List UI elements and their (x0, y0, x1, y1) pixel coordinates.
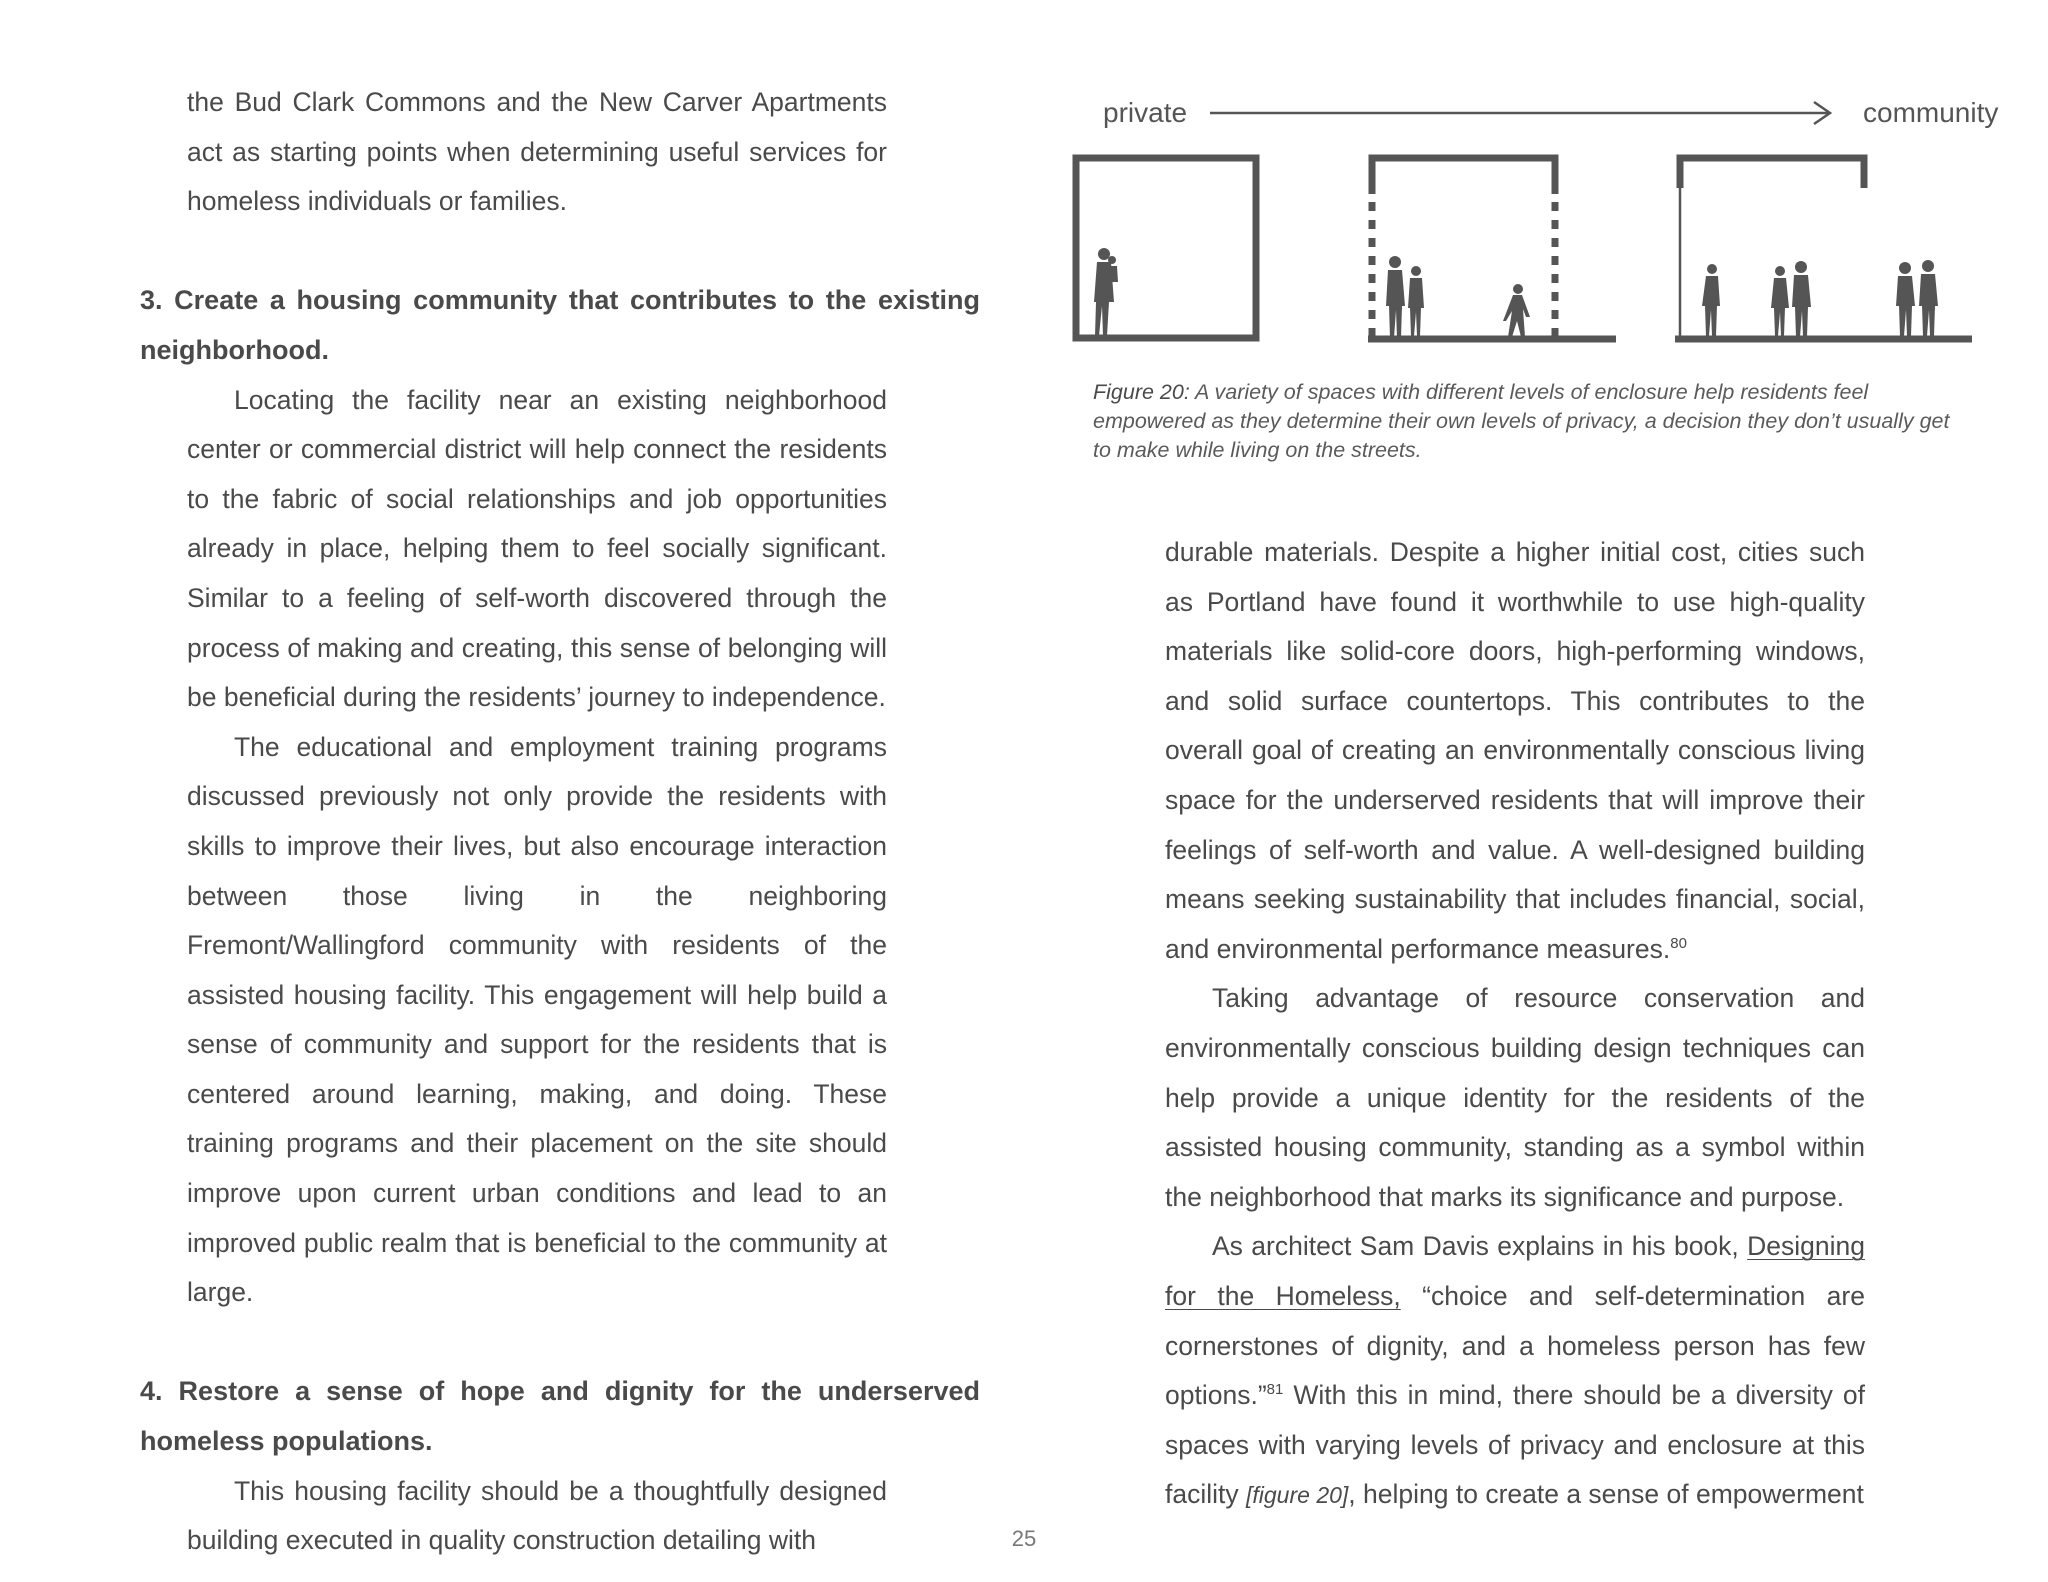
left-column (140, 78, 990, 1566)
book-title: Designing for the Homeless, (1165, 1231, 1865, 1311)
footnote-ref: 80 (1670, 934, 1687, 952)
paragraph: As architect Sam Davis explains in his book, Designing for the Homeless, “choice and self-determination are cornerstones of dignity, and a homeless person has few options.”$^{81}$ With this in mind, there should be a diversity of spaces with varying levels of privacy and enclosure at this facility [figure 20], helping to create a sense of empowerment (1165, 1231, 1865, 1510)
paragraph: The educational and employment training programs discussed previously not only provide the residents with skills to improve their lives, but also encourage interaction between those living in the neighboring Fremont/Wallingford community with residents of the assisted housing facility. This engagement will help build a sense of community and support for the residents that is centered around learning, making, and doing. These training programs and their placement on the site should improve upon current urban conditions and lead to an improved public realm that is beneficial to the community at large. (187, 731, 887, 1308)
people-silhouette-icon (1094, 248, 1938, 338)
section-heading-4: 4. Restore a sense of hope and dignity for the underserved homeless populations. (140, 1376, 980, 1457)
paragraph: This housing facility should be a thoughtfully designed building executed in quality construction detailing with (187, 1475, 887, 1556)
privacy-spectrum-figure (1060, 84, 1999, 364)
label-community: community (1863, 97, 1999, 128)
paragraph: the Bud Clark Commons and the New Carver Apartments act as starting points when determining useful services for homeless individuals or families. (187, 87, 887, 217)
section-heading-3: 3. Create a housing community that contributes to the existing neighborhood. (140, 285, 980, 365)
right-column (1165, 528, 1865, 1521)
paragraph: durable materials. Despite a higher initial cost, cities such as Portland have found it worthwhile to use high-quality materials like solid-core doors, high-performing windows, and solid surface countertops. This contributes to the overall goal of creating an environmentally conscious living space for the underserved residents that will improve their feelings of self-worth and value. A well-designed building means seeking sustainability that includes financial, social, and environmental performance measures.$^{80}$ (1165, 537, 1865, 964)
page-number: 25 (1011, 1526, 1037, 1551)
figure-caption: Figure 20: A variety of spaces with different levels of enclosure help residents feel empowered as they determine their own levels of privacy, a decision they don’t usually get to make while living on the streets. (1093, 380, 1950, 462)
label-private: private (1103, 97, 1188, 128)
paragraph: Taking advantage of resource conservation and environmentally conscious building design techniques can help provide a unique identity for the residents of the assisted housing community, standing as a symbol within the neighborhood that marks its significance and purpose. (1165, 983, 1865, 1212)
partial-enclosure (1368, 158, 1616, 339)
figure-reference: [figure 20] (1246, 1482, 1349, 1509)
paragraph: Locating the facility near an existing neighborhood center or commercial district will help connect the residents to the fabric of social relationships and job opportunities already in place, helping them to feel socially significant. Similar to a feeling of self-worth discovered through the process of making and creating, this sense of belonging will be beneficial during the residents’ journey to independence. (187, 384, 887, 713)
footnote-ref: 81 (1266, 1381, 1284, 1399)
